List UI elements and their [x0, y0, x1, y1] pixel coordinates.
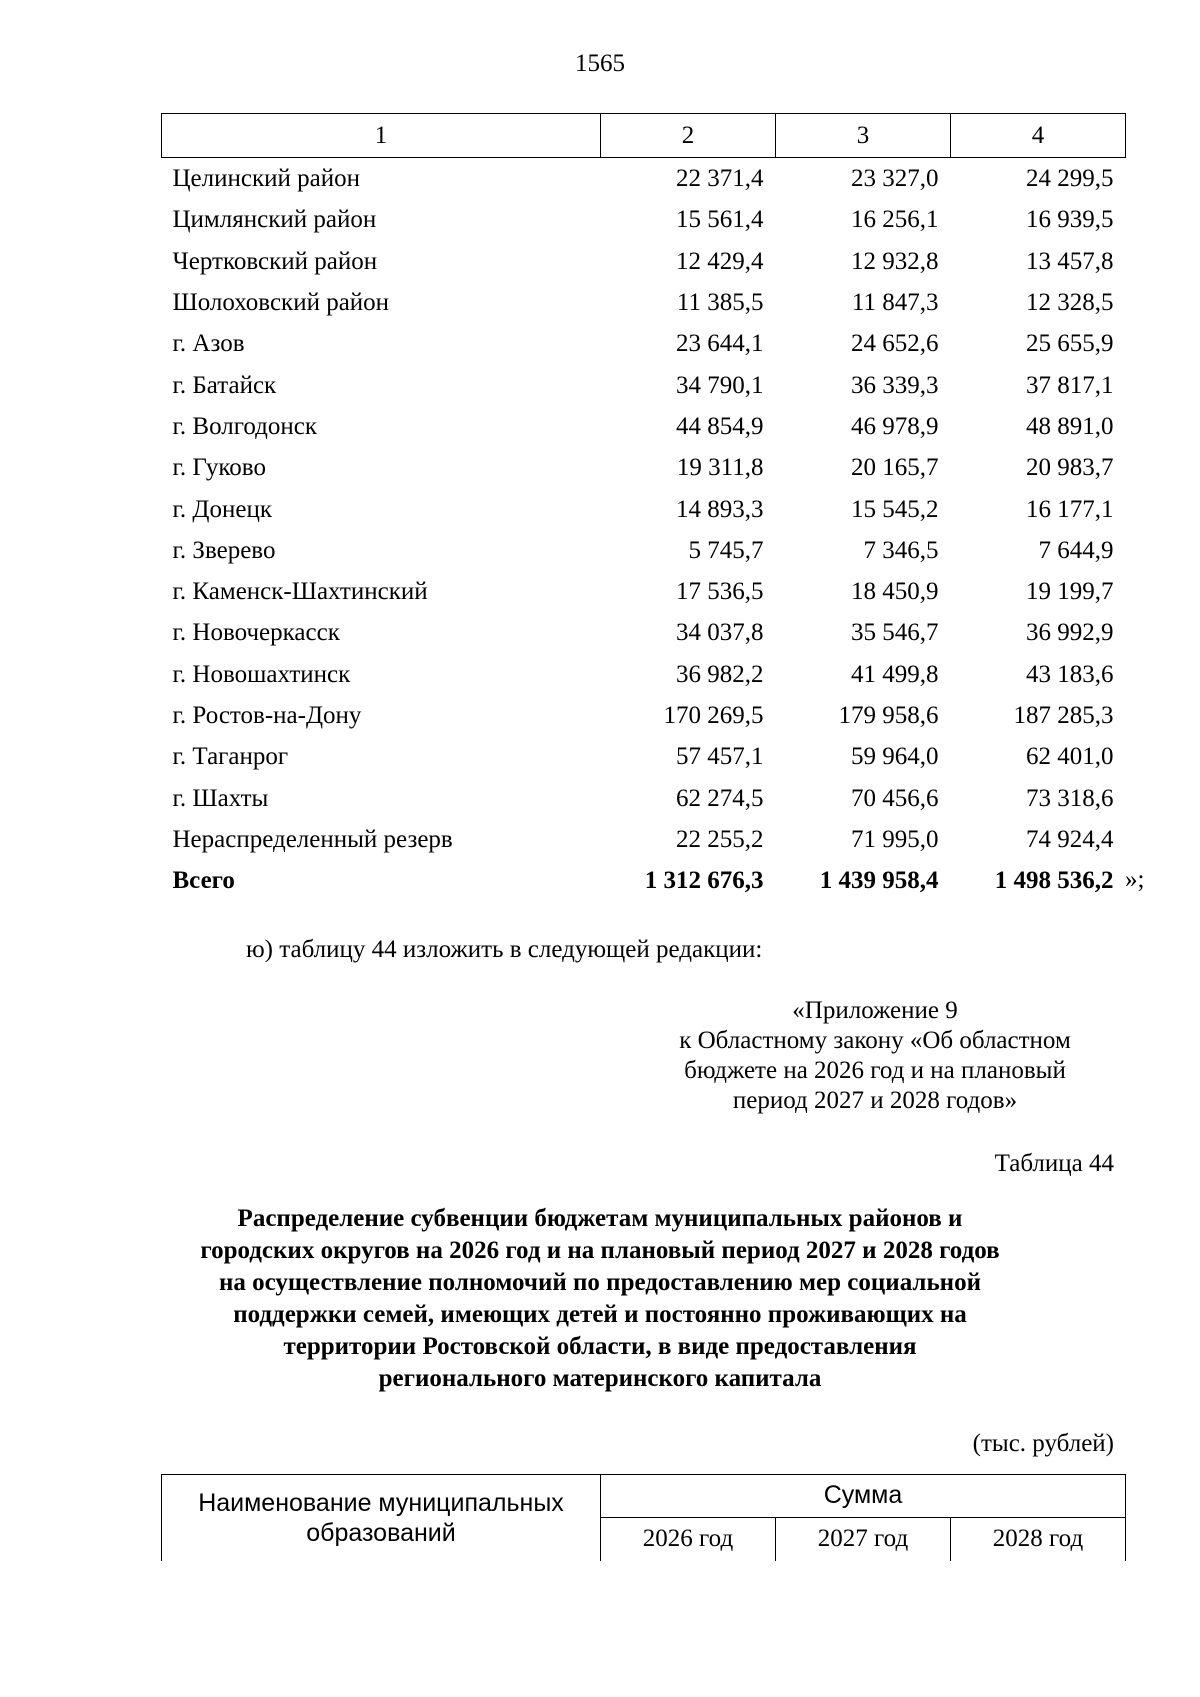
total-2026: 1 312 676,3 — [644, 867, 764, 895]
total-2028: 1 498 536,2 — [994, 867, 1114, 895]
column-number-2: 2 — [601, 114, 776, 158]
year-header-2027: 2027 год — [776, 1517, 951, 1561]
allocation-table-continued — [161, 113, 1126, 901]
column-number-1: 1 — [162, 114, 601, 158]
value-2027: 46 978,9 — [851, 412, 939, 440]
value-2028: 25 655,9 — [1026, 330, 1114, 358]
municipality-name: г. Новошахтинск — [172, 660, 351, 688]
value-2028: 74 924,4 — [1026, 825, 1114, 853]
total-2027: 1 439 958,4 — [819, 867, 939, 895]
value-2027: 179 958,6 — [838, 702, 939, 729]
table-row — [162, 654, 1126, 695]
municipality-name: г. Новочеркасск — [172, 619, 340, 647]
value-2027: 24 652,6 — [851, 330, 939, 358]
table-row — [162, 364, 1126, 405]
value-2026: 15 561,4 — [676, 206, 764, 234]
heading-line: территории Ростовской области, в виде предоставления — [283, 1333, 917, 1360]
value-2027: 20 165,7 — [851, 454, 939, 482]
municipality-name: г. Ростов-на-Дону — [172, 702, 362, 729]
municipality-name: г. Каменск-Шахтинский — [172, 578, 428, 606]
appendix-reference — [615, 996, 1135, 1116]
value-2027: 71 995,0 — [851, 825, 939, 853]
table-row — [162, 447, 1126, 488]
table-row — [162, 571, 1126, 612]
table-label: Таблица 44 — [994, 1150, 1114, 1177]
value-2026: 12 429,4 — [676, 247, 764, 275]
value-2026: 17 536,5 — [676, 578, 764, 606]
appendix-line: бюджете на 2026 год и на плановый — [684, 1057, 1066, 1084]
unit-label: (тыс. рублей) — [972, 1430, 1114, 1457]
value-2028: 48 891,0 — [1026, 412, 1114, 440]
value-2026: 19 311,8 — [676, 454, 764, 482]
appendix-line: период 2027 и 2028 годов» — [732, 1087, 1018, 1114]
municipality-name: г. Зверево — [172, 536, 276, 564]
heading-line: на осуществление полномочий по предоставлению мер социальной — [219, 1269, 981, 1296]
table-row — [162, 695, 1126, 736]
value-2026: 57 457,1 — [676, 743, 764, 771]
table-row — [162, 777, 1126, 818]
table-row — [162, 323, 1126, 364]
value-2026: 23 644,1 — [676, 330, 764, 358]
municipality-name: г. Таганрог — [172, 743, 289, 771]
municipality-name-header: Наименование муниципальных образований — [162, 1475, 601, 1562]
municipality-name: Нераспределенный резерв — [172, 825, 453, 853]
value-2028: 12 328,5 — [1026, 289, 1114, 317]
value-2027: 16 256,1 — [851, 206, 939, 234]
municipality-name: г. Шахты — [172, 784, 269, 812]
heading-line: регионального материнского капитала — [378, 1365, 822, 1392]
value-2027: 18 450,9 — [851, 578, 939, 606]
heading-line: городских округов на 2026 год и на плановый период 2027 и 2028 годов — [200, 1237, 1000, 1264]
value-2028: 37 817,1 — [1026, 371, 1114, 399]
value-2027: 35 546,7 — [851, 619, 939, 647]
value-2026: 14 893,3 — [676, 495, 764, 523]
column-number-4: 4 — [951, 114, 1126, 158]
value-2027: 15 545,2 — [851, 495, 939, 523]
value-2026: 170 269,5 — [663, 702, 764, 729]
municipality-name: Цимлянский район — [172, 206, 377, 234]
value-2027: 36 339,3 — [851, 371, 939, 399]
value-2026: 34 037,8 — [676, 619, 764, 647]
value-2026: 5 745,7 — [688, 536, 764, 564]
value-2028: 13 457,8 — [1026, 247, 1114, 275]
table-row — [162, 819, 1126, 860]
municipality-name: г. Донецк — [172, 495, 272, 523]
table-row — [162, 612, 1126, 653]
table-row — [162, 530, 1126, 571]
table-heading — [150, 1203, 1050, 1395]
value-2027: 70 456,6 — [851, 784, 939, 812]
allocation-table-new-header — [161, 1474, 1126, 1561]
value-2027: 7 346,5 — [863, 536, 939, 564]
table-row — [162, 406, 1126, 447]
value-2028: 16 177,1 — [1026, 495, 1114, 523]
municipality-name: Целинский район — [172, 165, 360, 193]
value-2026: 62 274,5 — [676, 784, 764, 812]
value-2026: 44 854,9 — [676, 412, 764, 440]
municipality-name: Шолоховский район — [172, 289, 390, 317]
appendix-line: к Областному закону «Об областном — [679, 1027, 1071, 1054]
value-2026: 36 982,2 — [676, 660, 764, 688]
sum-header: Сумма — [601, 1475, 1126, 1518]
municipality-name: г. Гуково — [172, 454, 266, 482]
value-2027: 59 964,0 — [851, 743, 939, 771]
table-row — [162, 199, 1126, 240]
table-row — [162, 736, 1126, 777]
value-2027: 23 327,0 — [851, 165, 939, 193]
heading-line: поддержки семей, имеющих детей и постоянно проживающих на — [233, 1301, 967, 1328]
value-2027: 12 932,8 — [851, 247, 939, 275]
value-2026: 22 255,2 — [676, 825, 764, 853]
value-2028: 7 644,9 — [1038, 536, 1114, 564]
value-2028: 187 285,3 — [1013, 702, 1114, 729]
value-2026: 11 385,5 — [676, 289, 764, 317]
column-number-header-row — [162, 114, 1126, 158]
year-header-2028: 2028 год — [951, 1517, 1126, 1561]
heading-line: Распределение субвенции бюджетам муниципальных районов и — [237, 1205, 963, 1232]
table-row — [162, 241, 1126, 282]
value-2028: 24 299,5 — [1026, 165, 1114, 193]
value-2027: 11 847,3 — [851, 289, 939, 317]
municipality-name: Чертковский район — [172, 247, 378, 275]
value-2026: 22 371,4 — [676, 165, 764, 193]
municipality-name: г. Волгодонск — [172, 412, 318, 440]
page-number: 1565 — [575, 50, 625, 77]
total-label: Всего — [172, 867, 235, 895]
value-2028: 16 939,5 — [1026, 206, 1114, 234]
column-number-3: 3 — [776, 114, 951, 158]
value-2028: 19 199,7 — [1026, 578, 1114, 606]
value-2028: 36 992,9 — [1026, 619, 1114, 647]
amendment-instruction: ю) таблицу 44 изложить в следующей редакции: — [246, 936, 763, 963]
year-header-2026: 2026 год — [601, 1517, 776, 1561]
value-2027: 41 499,8 — [851, 660, 939, 688]
table-row — [162, 282, 1126, 323]
municipality-name: г. Азов — [172, 330, 245, 358]
total-row — [162, 860, 1126, 901]
value-2028: 73 318,6 — [1026, 784, 1114, 812]
value-2026: 34 790,1 — [676, 371, 764, 399]
table-row — [162, 488, 1126, 529]
value-2028: 62 401,0 — [1026, 743, 1114, 771]
value-2028: 43 183,6 — [1026, 660, 1114, 688]
closing-quote-suffix: »; — [1125, 866, 1145, 893]
municipality-name: г. Батайск — [172, 371, 277, 399]
appendix-title: «Приложение 9 — [792, 997, 958, 1024]
table-row — [162, 158, 1126, 200]
value-2028: 20 983,7 — [1026, 454, 1114, 482]
